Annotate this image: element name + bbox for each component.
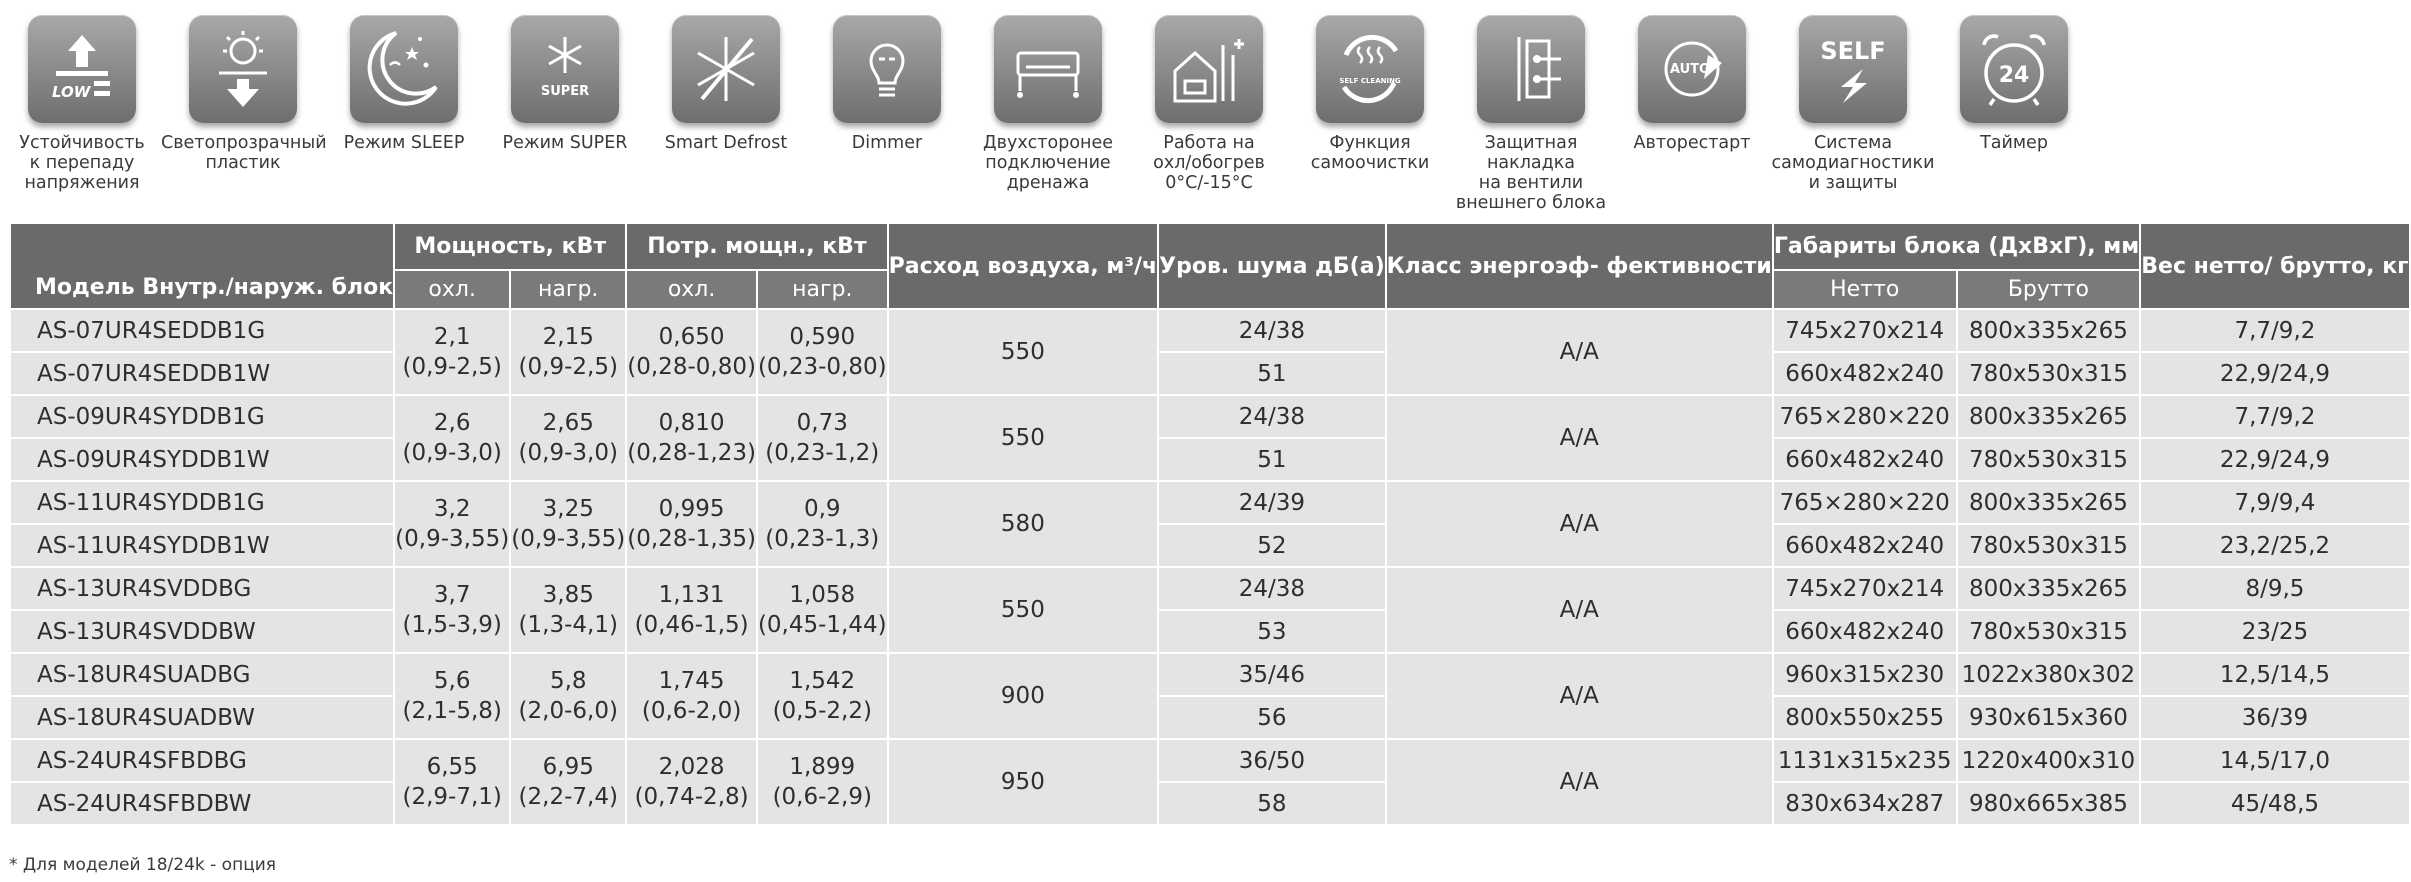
super-mode-icon	[511, 15, 619, 123]
transparent-plastic-icon	[189, 15, 297, 123]
dims-net-indoor: 745x270x214	[1773, 309, 1957, 352]
specifications-table-body	[10, 309, 2410, 825]
noise-indoor: 24/38	[1158, 567, 1386, 610]
self-cleaning-icon	[1316, 15, 1424, 123]
feature-transparent-plastic	[161, 0, 325, 205]
feature-icons-row	[0, 0, 2084, 213]
capacity-cool: 2,1 (0,9-2,5)	[394, 309, 510, 395]
model-indoor: AS-18UR4SUADBG	[10, 653, 394, 696]
energy-class: A/A	[1386, 481, 1773, 567]
feature-label: Smart Defrost	[664, 133, 788, 153]
airflow: 550	[888, 567, 1159, 653]
capacity-cool: 5,6 (2,1-5,8)	[394, 653, 510, 739]
header-power: Потр. мощн., кВт	[626, 223, 887, 270]
noise-indoor: 24/38	[1158, 395, 1386, 438]
weight-outdoor: 45/48,5	[2140, 782, 2409, 825]
dimmer-icon	[833, 15, 941, 123]
feature-low-voltage	[0, 0, 164, 205]
capacity-heat: 5,8 (2,0-6,0)	[510, 653, 626, 739]
energy-class: A/A	[1386, 309, 1773, 395]
dims-net-indoor: 1131x315x235	[1773, 739, 1957, 782]
energy-class: A/A	[1386, 739, 1773, 825]
feature-timer	[1932, 0, 2096, 205]
noise-outdoor: 52	[1158, 524, 1386, 567]
feature-smart-defrost	[644, 0, 808, 205]
capacity-heat: 6,95 (2,2-7,4)	[510, 739, 626, 825]
noise-indoor: 36/50	[1158, 739, 1386, 782]
dims-gross-outdoor: 980x665x385	[1957, 782, 2141, 825]
header-capacity-heat: нагр.	[510, 270, 626, 309]
feature-label: Таймер	[1980, 133, 2048, 153]
power-cool: 1,745 (0,6-2,0)	[626, 653, 757, 739]
dims-net-outdoor: 660x482x240	[1773, 438, 1957, 481]
power-heat: 1,542 (0,5-2,2)	[757, 653, 888, 739]
sleep-mode-icon	[350, 15, 458, 123]
dims-gross-outdoor: 780x530x315	[1957, 610, 2141, 653]
feature-label: Светопрозрачный пластик	[161, 133, 327, 173]
dims-gross-indoor: 800x335x265	[1957, 481, 2141, 524]
airflow: 550	[888, 395, 1159, 481]
header-capacity-cool: охл.	[394, 270, 510, 309]
weight-indoor: 12,5/14,5	[2140, 653, 2409, 696]
specifications-table	[9, 222, 2411, 826]
header-dimensions-gross: Брутто	[1957, 270, 2141, 309]
noise-outdoor: 51	[1158, 352, 1386, 395]
table-row-indoor	[10, 481, 2410, 524]
capacity-heat: 2,15 (0,9-2,5)	[510, 309, 626, 395]
capacity-cool: 3,2 (0,9-3,55)	[394, 481, 510, 567]
noise-outdoor: 51	[1158, 438, 1386, 481]
dims-net-outdoor: 800x550x255	[1773, 696, 1957, 739]
table-row-outdoor	[10, 438, 2410, 481]
capacity-cool: 2,6 (0,9-3,0)	[394, 395, 510, 481]
feature-sleep	[322, 0, 486, 205]
weight-indoor: 8/9,5	[2140, 567, 2409, 610]
model-outdoor: AS-18UR4SUADBW	[10, 696, 394, 739]
table-row-indoor	[10, 395, 2410, 438]
power-cool: 0,810 (0,28-1,23)	[626, 395, 757, 481]
dims-net-outdoor: 830x634x287	[1773, 782, 1957, 825]
noise-outdoor: 53	[1158, 610, 1386, 653]
feature-label: Dimmer	[851, 133, 923, 153]
model-outdoor: AS-07UR4SEDDB1W	[10, 352, 394, 395]
low-voltage-icon	[28, 15, 136, 123]
model-indoor: AS-11UR4SYDDB1G	[10, 481, 394, 524]
dims-net-outdoor: 660x482x240	[1773, 610, 1957, 653]
timer-badge-text: 24	[1998, 63, 2030, 88]
self-badge-text: SELF	[1820, 37, 1886, 65]
dims-net-indoor: 765×280×220	[1773, 481, 1957, 524]
dims-net-indoor: 765×280×220	[1773, 395, 1957, 438]
feature-label: Авторестарт	[1633, 133, 1751, 153]
weight-outdoor: 36/39	[2140, 696, 2409, 739]
noise-outdoor: 56	[1158, 696, 1386, 739]
feature-label: Работа на охл/обогрев 0°C/-15°C	[1153, 133, 1265, 193]
header-airflow: Расход воздуха, м³/ч	[888, 223, 1159, 309]
table-row-outdoor	[10, 782, 2410, 825]
auto-restart-icon	[1638, 15, 1746, 123]
model-outdoor: AS-09UR4SYDDB1W	[10, 438, 394, 481]
table-row-indoor	[10, 567, 2410, 610]
power-cool: 0,995 (0,28-1,35)	[626, 481, 757, 567]
header-weight: Вес нетто/ брутто, кг	[2140, 223, 2409, 309]
feature-dimmer	[805, 0, 969, 205]
weight-indoor: 14,5/17,0	[2140, 739, 2409, 782]
power-cool: 0,650 (0,28-0,80)	[626, 309, 757, 395]
self-diagnostics-icon	[1799, 15, 1907, 123]
feature-valve-cover	[1449, 0, 1613, 213]
super-badge-text: SUPER	[540, 84, 590, 99]
double-drainage-icon	[994, 15, 1102, 123]
power-heat: 0,9 (0,23-1,3)	[757, 481, 888, 567]
power-heat: 0,590 (0,23-0,80)	[757, 309, 888, 395]
timer-icon	[1960, 15, 2068, 123]
capacity-cool: 6,55 (2,9-7,1)	[394, 739, 510, 825]
weight-indoor: 7,7/9,2	[2140, 309, 2409, 352]
table-row-outdoor	[10, 352, 2410, 395]
header-power-cool: охл.	[626, 270, 757, 309]
power-cool: 1,131 (0,46-1,5)	[626, 567, 757, 653]
weight-outdoor: 22,9/24,9	[2140, 352, 2409, 395]
dims-gross-outdoor: 780x530x315	[1957, 352, 2141, 395]
airflow: 580	[888, 481, 1159, 567]
feature-super	[483, 0, 647, 205]
dims-gross-outdoor: 930x615x360	[1957, 696, 2141, 739]
capacity-cool: 3,7 (1,5-3,9)	[394, 567, 510, 653]
dims-gross-indoor: 1220x400x310	[1957, 739, 2141, 782]
header-energy-class: Класс энергоэф- фективности	[1386, 223, 1773, 309]
dims-gross-indoor: 800x335x265	[1957, 395, 2141, 438]
power-heat: 1,058 (0,45-1,44)	[757, 567, 888, 653]
table-row-outdoor	[10, 696, 2410, 739]
feature-self-diagnostics	[1771, 0, 1935, 205]
dims-net-indoor: 745x270x214	[1773, 567, 1957, 610]
capacity-heat: 3,85 (1,3-4,1)	[510, 567, 626, 653]
noise-indoor: 24/38	[1158, 309, 1386, 352]
feature-label: Защитная накладка на вентили внешнего блока	[1455, 133, 1607, 213]
dims-gross-indoor: 800x335x265	[1957, 567, 2141, 610]
power-heat: 1,899 (0,6-2,9)	[757, 739, 888, 825]
valve-cover-icon	[1477, 15, 1585, 123]
model-indoor: AS-24UR4SFBDBG	[10, 739, 394, 782]
weight-outdoor: 22,9/24,9	[2140, 438, 2409, 481]
table-row-indoor	[10, 653, 2410, 696]
model-indoor: AS-13UR4SVDDBG	[10, 567, 394, 610]
header-capacity: Мощность, кВт	[394, 223, 626, 270]
feature-label: Двухсторонее подключение дренажа	[982, 133, 1113, 193]
model-indoor: AS-07UR4SEDDB1G	[10, 309, 394, 352]
energy-class: A/A	[1386, 567, 1773, 653]
header-model: Модель Внутр./наруж. блок	[10, 223, 394, 309]
feature-label: Режим SUPER	[502, 133, 628, 153]
feature-label: Режим SLEEP	[343, 133, 465, 153]
airflow: 950	[888, 739, 1159, 825]
power-heat: 0,73 (0,23-1,2)	[757, 395, 888, 481]
table-row-indoor	[10, 309, 2410, 352]
model-indoor: AS-09UR4SYDDB1G	[10, 395, 394, 438]
model-outdoor: AS-11UR4SYDDB1W	[10, 524, 394, 567]
feature-label: Функция самоочистки	[1310, 133, 1430, 173]
noise-indoor: 24/39	[1158, 481, 1386, 524]
airflow: 550	[888, 309, 1159, 395]
dims-gross-outdoor: 780x530x315	[1957, 438, 2141, 481]
header-dimensions-net: Нетто	[1773, 270, 1957, 309]
cool-heat-icon	[1155, 15, 1263, 123]
low-badge-text: LOW	[52, 83, 91, 101]
feature-label: Система самодиагностики и защиты	[1771, 133, 1935, 193]
weight-outdoor: 23,2/25,2	[2140, 524, 2409, 567]
dims-net-indoor: 960x315x230	[1773, 653, 1957, 696]
weight-indoor: 7,7/9,2	[2140, 395, 2409, 438]
dims-gross-indoor: 1022x380x302	[1957, 653, 2141, 696]
dims-gross-outdoor: 780x530x315	[1957, 524, 2141, 567]
airflow: 900	[888, 653, 1159, 739]
table-row-outdoor	[10, 610, 2410, 653]
model-outdoor: AS-24UR4SFBDBW	[10, 782, 394, 825]
header-dimensions: Габариты блока (ДхВхГ), мм	[1773, 223, 2140, 270]
weight-outdoor: 23/25	[2140, 610, 2409, 653]
energy-class: A/A	[1386, 653, 1773, 739]
capacity-heat: 2,65 (0,9-3,0)	[510, 395, 626, 481]
footnote: * Для моделей 18/24k - опция	[9, 855, 277, 875]
model-outdoor: AS-13UR4SVDDBW	[10, 610, 394, 653]
weight-indoor: 7,9/9,4	[2140, 481, 2409, 524]
feature-auto-restart	[1610, 0, 1774, 205]
table-row-indoor	[10, 739, 2410, 782]
power-cool: 2,028 (0,74-2,8)	[626, 739, 757, 825]
feature-drainage	[966, 0, 1130, 205]
self-cleaning-badge-text: SELF CLEANING	[1339, 77, 1401, 85]
smart-defrost-icon	[672, 15, 780, 123]
header-noise: Уров. шума дБ(а)	[1158, 223, 1386, 309]
dims-net-outdoor: 660x482x240	[1773, 524, 1957, 567]
feature-self-cleaning	[1288, 0, 1452, 205]
noise-indoor: 35/46	[1158, 653, 1386, 696]
table-row-outdoor	[10, 524, 2410, 567]
energy-class: A/A	[1386, 395, 1773, 481]
feature-cool-heat	[1127, 0, 1291, 205]
auto-badge-text: AUTO	[1669, 62, 1711, 77]
dims-gross-indoor: 800x335x265	[1957, 309, 2141, 352]
noise-outdoor: 58	[1158, 782, 1386, 825]
capacity-heat: 3,25 (0,9-3,55)	[510, 481, 626, 567]
header-power-heat: нагр.	[757, 270, 888, 309]
feature-label: Устойчивость к перепаду напряжения	[19, 133, 145, 193]
dims-net-outdoor: 660x482x240	[1773, 352, 1957, 395]
